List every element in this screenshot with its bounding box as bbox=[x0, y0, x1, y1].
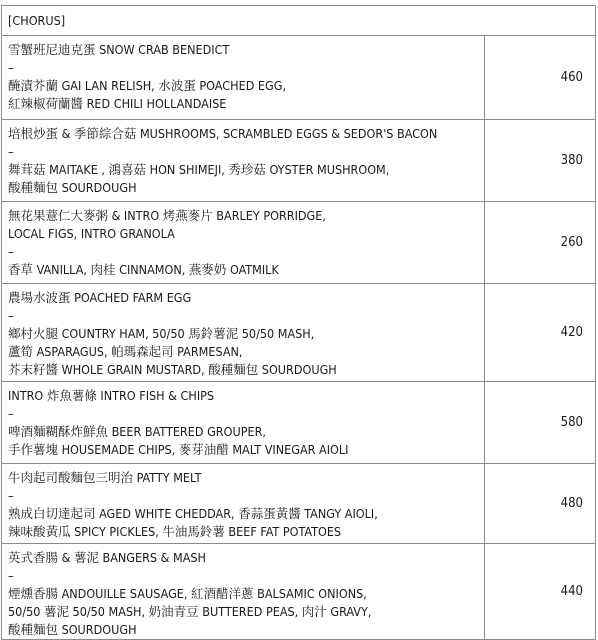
menu-item-price: 440 bbox=[560, 583, 583, 599]
menu-item-title: 無花果薏仁大麥粥 & INTRO 烤燕麥片 BARLEY PORRIDGE, bbox=[8, 208, 326, 223]
menu-item-title: 培根炒蛋 & 季節綜合菇 MUSHROOMS, SCRAMBLED EGGS & SEDOR'S BACON bbox=[8, 126, 438, 141]
menu-item-detail: 醃漬芥蘭 GAI LAN RELISH, 水波蛋 POACHED EGG, bbox=[8, 78, 287, 93]
menu-item-price: 460 bbox=[560, 69, 583, 85]
section-header bbox=[2, 6, 595, 36]
menu-item-description bbox=[2, 544, 485, 639]
menu-item bbox=[2, 284, 595, 382]
menu-item-detail: 煙燻香腸 ANDOUILLE SAUSAGE, 紅酒醋洋蔥 BALSAMIC ONIONS, bbox=[8, 586, 367, 601]
menu-item-price: 380 bbox=[560, 152, 583, 168]
menu-item-detail: 舞茸菇 MAITAKE , 鴻喜菇 HON SHIMEJI, 秀珍菇 OYSTER MUSHROOM, bbox=[8, 162, 390, 177]
menu-item-price: 480 bbox=[560, 495, 583, 511]
menu-item-description bbox=[2, 382, 485, 463]
menu-item-dash: – bbox=[8, 488, 14, 503]
menu-item-description bbox=[2, 284, 485, 381]
menu-item-title: LOCAL FIGS, INTRO GRANOLA bbox=[8, 226, 175, 241]
menu-item-description bbox=[2, 202, 485, 283]
menu-item bbox=[2, 120, 595, 202]
menu-item-price: 260 bbox=[560, 234, 583, 250]
menu-item-detail: 蘆筍 ASPARAGUS, 帕瑪森起司 PARMESAN, bbox=[8, 344, 243, 359]
menu-item-description bbox=[2, 120, 485, 201]
menu-item-description bbox=[2, 464, 485, 543]
menu-item-detail: 手作薯塊 HOUSEMADE CHIPS, 麥芽油醋 MALT VINEGAR AIOLI bbox=[8, 442, 349, 457]
menu-item-detail: 芥末籽醬 WHOLE GRAIN MUSTARD, 酸種麵包 SOURDOUGH bbox=[8, 362, 337, 377]
menu-item-dash: – bbox=[8, 244, 14, 259]
menu-item-dash: – bbox=[8, 308, 14, 323]
menu-item-price: 420 bbox=[560, 324, 583, 340]
menu-item-detail: 酸種麵包 SOURDOUGH bbox=[8, 180, 137, 195]
menu-item-title: 英式香腸 & 薯泥 BANGERS & MASH bbox=[8, 550, 206, 565]
menu-item-detail: 50/50 薯泥 50/50 MASH, 奶油青豆 BUTTERED PEAS, 肉汁 GRAVY, bbox=[8, 604, 372, 619]
menu-item-detail: 酸種麵包 SOURDOUGH bbox=[8, 622, 137, 637]
menu-item-dash: – bbox=[8, 568, 14, 583]
menu-item-title: 農場水波蛋 POACHED FARM EGG bbox=[8, 290, 192, 305]
menu-item-title: 雪蟹班尼迪克蛋 SNOW CRAB BENEDICT bbox=[8, 42, 230, 57]
menu-item-price: 580 bbox=[560, 414, 583, 430]
menu-item bbox=[2, 36, 595, 120]
menu-item-description bbox=[2, 36, 485, 119]
menu-item bbox=[2, 202, 595, 284]
menu-item bbox=[2, 544, 595, 639]
menu-item-detail: 紅辣椒荷蘭醬 RED CHILI HOLLANDAISE bbox=[8, 96, 227, 111]
menu-table bbox=[1, 5, 596, 640]
menu-item-title: INTRO 炸魚薯條 INTRO FISH & CHIPS bbox=[8, 388, 215, 403]
menu-item-detail: 鄉村火腿 COUNTRY HAM, 50/50 馬鈴薯泥 50/50 MASH, bbox=[8, 326, 315, 341]
section-title: [CHORUS] bbox=[8, 13, 66, 28]
menu-item-detail: 熟成白切達起司 AGED WHITE CHEDDAR, 香蒜蛋黃醬 TANGY AIOLI, bbox=[8, 506, 378, 521]
menu-item-title: 牛肉起司酸麵包三明治 PATTY MELT bbox=[8, 470, 202, 485]
menu-item bbox=[2, 464, 595, 544]
menu-item-dash: – bbox=[8, 60, 14, 75]
menu-item-detail: 啤酒麵糊酥炸鮮魚 BEER BATTERED GROUPER, bbox=[8, 424, 266, 439]
menu-item-dash: – bbox=[8, 144, 14, 159]
menu-item-detail: 辣味酸黃瓜 SPICY PICKLES, 牛油馬鈴薯 BEEF FAT POTATOES bbox=[8, 524, 342, 539]
menu-item-detail: 香草 VANILLA, 肉桂 CINNAMON, 燕麥奶 OATMILK bbox=[8, 262, 279, 277]
menu-item bbox=[2, 382, 595, 464]
menu-item-dash: – bbox=[8, 406, 14, 421]
